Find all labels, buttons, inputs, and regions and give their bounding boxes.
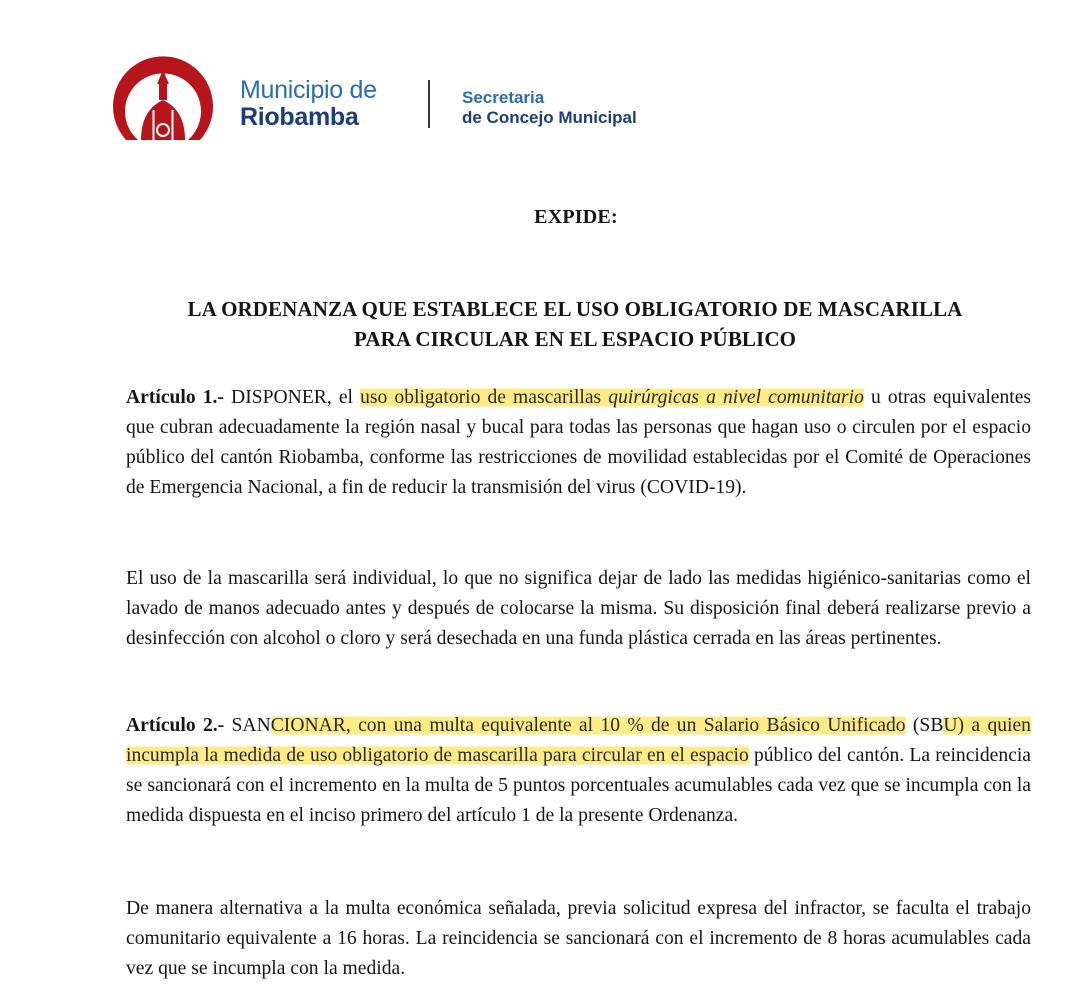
article-1-highlight-italic: quirúrgicas a nivel comunitario [608,387,864,408]
article-1-text-b: u otras equivalentes que cubran adecuadamente la región nasal y bucal para todas las personas que hagan uso o circulen por el espacio público del cantón Riobamba, conforme las restricciones de movilidad establecidas por el Comité de Operaciones de Emergencia Nacional, a fin de reducir la transmisión del virus (COVID-19). [126,387,1032,498]
article-1-label: Artículo 1.- [126,387,224,408]
ordinance-title [140,294,1010,354]
expide-heading: EXPIDE: [534,206,618,228]
letterhead [108,48,728,158]
article-1-highlight-text: uso obligatorio de mascarillas [360,387,609,408]
office-name [462,88,637,127]
article-1 [126,383,1031,503]
article-2-text-a: SAN [224,715,271,736]
office-line2: de Concejo Municipal [462,107,637,127]
riobamba-dome-icon [108,48,218,148]
article-1-highlight [360,387,864,408]
title-line1: LA ORDENANZA QUE ESTABLECE EL USO OBLIGATORIO DE MASCARILLA [187,297,963,321]
article-2-text-c: público del cantón. La reincidencia se sancionará con el incremento en la multa de 5 puntos porcentuales acumulables cada vez que se incumpla con la medida dispuesta en el inciso primero del artículo 1 de la presente Ordenanza. [126,745,1031,826]
article-2 [126,711,1031,831]
article-1-text-a: DISPONER, el [223,387,361,408]
office-line1: Secretaria [462,88,545,107]
paragraph-community-work: De manera alternativa a la multa económica señalada, previa solicitud expresa del infractor, se faculta el trabajo comunitario equivalente a 16 horas. La reincidencia se sancionará con el incremento de 8 horas acumulables cada vez que se incumpla con la medida. [126,898,1031,979]
article-2-label: Artículo 2.- [126,715,225,736]
municipality-line1: Municipio de [240,76,377,104]
article-2-text-b: (SB [905,715,944,736]
article-2-highlight-1: CIONAR, con una multa equivalente al 10 % de un Salario Básico Unificado [270,715,906,736]
title-line2: PARA CIRCULAR EN EL ESPACIO PÚBLICO [353,327,797,351]
article-2-highlight-2: U) a quien incumpla la medida de uso obligatorio de mascarilla para circular en el espacio [126,715,1031,766]
municipality-line2: Riobamba [240,103,359,131]
header-divider [428,80,430,128]
municipality-name [240,78,377,130]
paragraph-mask-use: El uso de la mascarilla será individual, lo que no significa dejar de lado las medidas higiénico-sanitarias como el lavado de manos adecuado antes y después de colocarse la misma. Su disposición final deberá realizarse previo a desinfección con alcohol o cloro y será desechada en una funda plástica cerrada en las áreas pertinentes. [126,568,1031,649]
